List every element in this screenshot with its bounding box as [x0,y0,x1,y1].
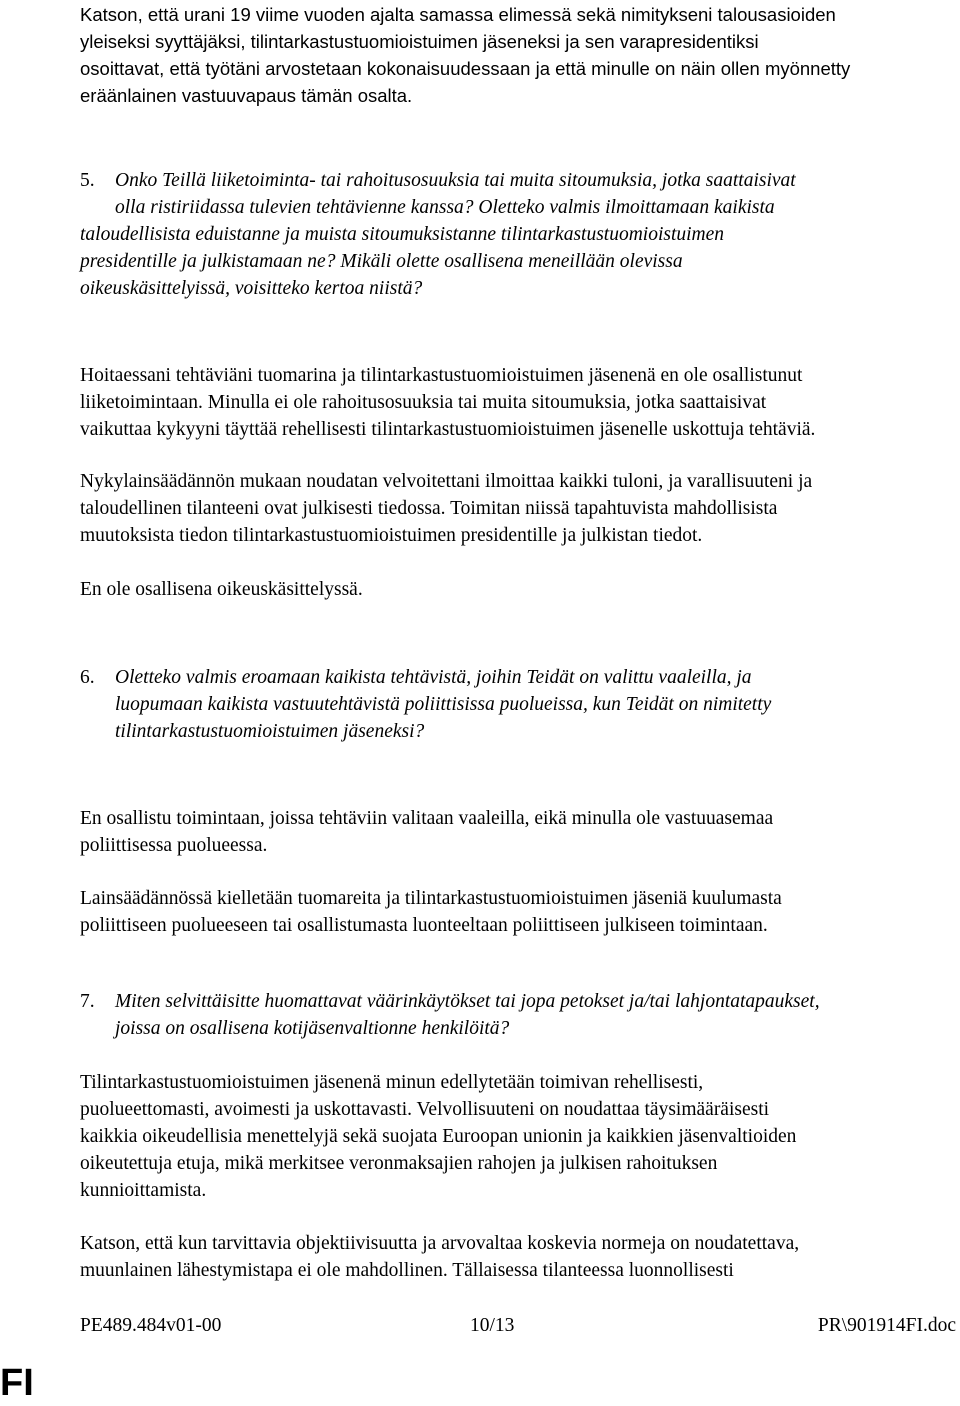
text-line: olla ristiriidassa tulevien tehtävienne kanssa? Oletteko valmis ilmoittamaan kaikista [115,197,775,218]
text-line: Nykylainsäädännön mukaan noudatan velvoitettani ilmoittaa kaikki tuloni, ja varallisuuteni ja [80,471,813,492]
question-text [115,664,771,745]
language-tag: FI [0,1362,34,1404]
text-line: puolueettomasti, avoimesti ja uskottavasti. Velvollisuuteni on noudattaa täysimääräisesti [80,1099,770,1120]
text-line: Onko Teillä liiketoiminta- tai rahoitusosuuksia tai muita sitoumuksia, jotka saattaisivat [115,170,796,191]
page-footer [0,1312,960,1342]
text-line: oikeutettuja etuja, mikä merkitsee veronmaksajien rahojen ja julkisen rahoituksen [80,1153,718,1174]
text-line: eräänlainen vastuuvapaus tämän osalta. [80,85,413,106]
text-line: En ole osallisena oikeuskäsittelyssä. [80,579,363,600]
text-line: tilintarkastustuomioistuimen jäseneksi? [115,721,425,742]
text-line: Miten selvittäisitte huomattavat väärinkäytökset tai jopa petokset ja/tai lahjontatapaukset, [115,991,820,1012]
question-number: 5. [80,170,95,191]
text-line: kaikkia oikeudellisia menettelyjä sekä suojata Euroopan unionin ja kaikkien jäsenvaltioiden [80,1126,797,1147]
text-line: kunnioittamista. [80,1180,207,1201]
text-line: Katson, että kun tarvittavia objektiivisuutta ja arvovaltaa koskevia normeja on noudatettava, [80,1233,800,1254]
text-line: En osallistu toimintaan, joissa tehtäviin valitaan vaaleilla, eikä minulla ole vastuuasemaa [80,808,774,829]
question-number: 6. [80,667,95,688]
answer-6-paragraph-1 [80,805,960,859]
page-number: 10/13 [470,1315,515,1336]
intro-paragraph [80,1,960,109]
question-5-continued [80,194,960,302]
text-line: luopumaan kaikista vastuutehtävistä poliittisissa puolueissa, kun Teidät on nimitetty [115,694,772,715]
text-line: muunlainen lähestymistapa ei ole mahdollinen. Tällaisessa tilanteessa luonnollisesti [80,1260,734,1281]
text-line: Tilintarkastustuomioistuimen jäsenenä minun edellytetään toimivan rehellisesti, [80,1072,704,1093]
text-line: muutoksista tiedon tilintarkastustuomioistuimen presidentille ja julkistan tiedot. [80,525,703,546]
answer-7-paragraph-1 [80,1069,960,1204]
answer-5-paragraph-1 [80,362,960,443]
text-line: Lainsäädännössä kielletään tuomareita ja tilintarkastustuomioistuimen jäseniä kuulumasta [80,888,782,909]
text-line: Hoitaessani tehtäviäni tuomarina ja tilintarkastustuomioistuimen jäsenenä en ole osallistunut [80,365,803,386]
text-line: liiketoimintaan. Minulla ei ole rahoitusosuuksia tai muita sitoumuksia, jotka saattaisivat [80,392,767,413]
text-line: Katson, että urani 19 viime vuoden ajalta samassa elimessä sekä nimitykseni talousasioiden [80,4,836,25]
text-line: joissa on osallisena kotijäsenvaltionne henkilöitä? [115,1018,510,1039]
question-number: 7. [80,991,95,1012]
answer-6-paragraph-2 [80,885,960,939]
text-line: osoittavat, että työtäni arvostetaan kokonaisuudessaan ja että minulle on näin ollen myönnetty [80,58,851,79]
text-line: poliittisessa puolueessa. [80,835,268,856]
text-line: yleiseksi syyttäjäksi, tilintarkastustuomioistuimen jäseneksi ja sen varapresidentiksi [80,31,759,52]
text-line: oikeuskäsittelyissä, voisitteko kertoa niistä? [80,278,423,299]
file-name: PR\901914FI.doc [817,1315,956,1336]
answer-5-paragraph-3 [80,576,960,603]
answer-7-paragraph-2 [80,1230,960,1284]
text-line: poliittiseen puolueeseen tai osallistumasta luonteeltaan poliittiseen julkiseen toimintaan. [80,915,768,936]
text-line: taloudellisista eduistanne ja muista sitoumuksistanne tilintarkastustuomioistuimen [80,224,725,245]
text-line: Oletteko valmis eroamaan kaikista tehtävistä, joihin Teidät on valittu vaaleilla, ja [115,667,752,688]
answer-5-paragraph-2 [80,468,960,549]
text-line: vaikuttaa kykyyni täyttää rehellisesti tilintarkastustuomioistuimen jäsenelle uskottuja tehtäviä. [80,419,816,440]
document-reference: PE489.484v01-00 [80,1315,222,1336]
text-line: presidentille ja julkistamaan ne? Mikäli olette osallisena meneillään olevissa [80,251,683,272]
question-text [115,988,820,1042]
text-line: taloudellinen tilanteeni ovat julkisesti tiedossa. Toimitan niissä tapahtuvista mahdollisista [80,498,778,519]
